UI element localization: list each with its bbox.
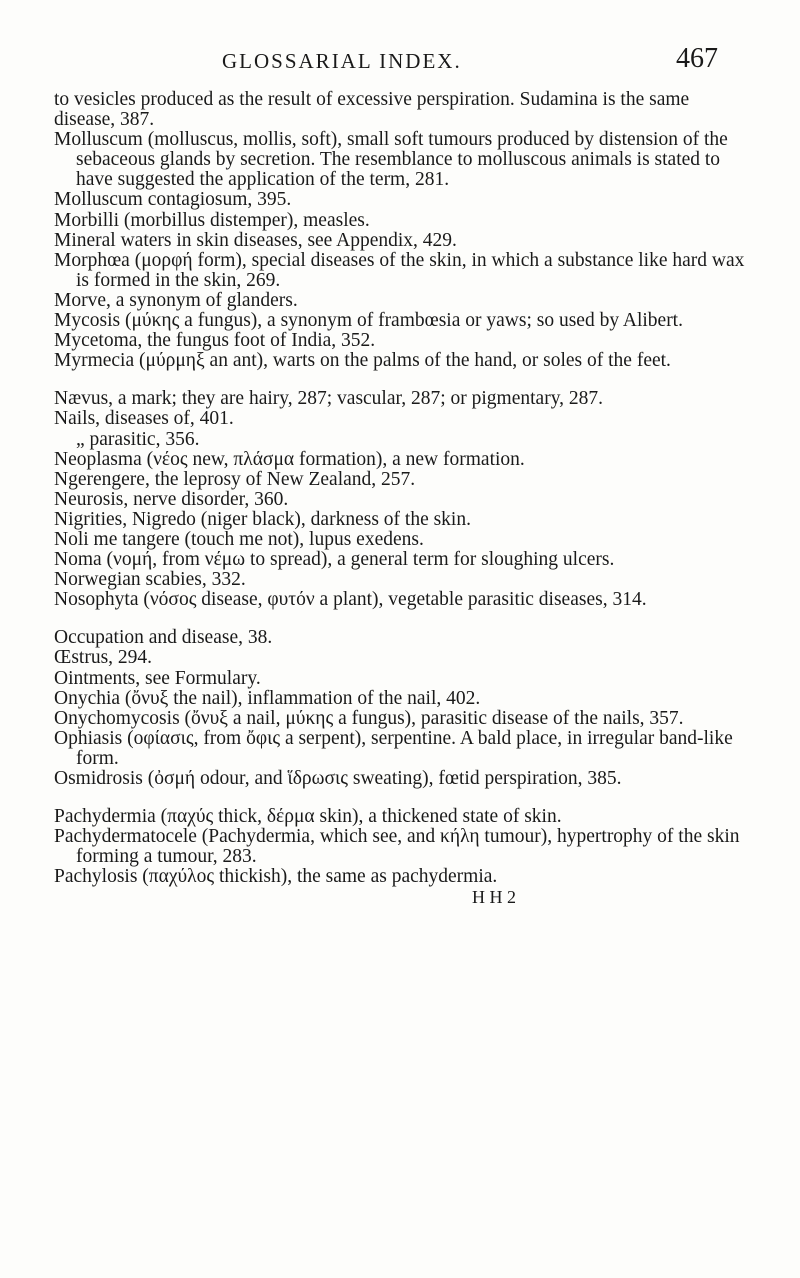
- index-entry: Mineral waters in skin diseases, see Appendix, 429.: [54, 229, 457, 251]
- index-entry: Nails, diseases of, 401.: [54, 408, 234, 430]
- index-entry: Osmidrosis (ὀσμή odour, and ἵδρωσις sweating), fœtid perspiration, 385.: [54, 768, 622, 789]
- index-entry: Ointments, see Formulary.: [54, 667, 261, 689]
- index-entry: Myrmecia (μύρμηξ an ant), warts on the palms of the hand, or soles of the feet.: [54, 350, 671, 372]
- index-entry: Ophiasis (οφίασις, from ὄφις a serpent), serpentine. A bald place, in irregular band-like form.: [54, 727, 733, 769]
- index-entry: Noli me tangere (touch me not), lupus exedens.: [54, 528, 424, 550]
- index-entry: Nosophyta (νόσος disease, φυτόν a plant), vegetable parasitic diseases, 314.: [54, 589, 647, 611]
- index-entry: Occupation and disease, 38.: [54, 627, 273, 649]
- index-entry: Morbilli (morbillus distemper), measles.: [54, 209, 370, 231]
- index-entry: „ parasitic, 356.: [76, 428, 200, 450]
- signature-mark: H H 2: [472, 887, 516, 908]
- index-entry: Onychomycosis (ὄνυξ a nail, μύκης a fungus), parasitic disease of the nails, 357.: [54, 707, 684, 729]
- index-entry: Molluscum contagiosum, 395.: [54, 189, 292, 211]
- index-entry: Norwegian scabies, 332.: [54, 569, 246, 591]
- index-entry: Mycetoma, the fungus foot of India, 352.: [54, 330, 376, 352]
- index-entry: Pachylosis (παχύλος thickish), the same as pachydermia.: [54, 866, 498, 888]
- index-entry: Pachydermatocele (Pachydermia, which see, and κήλη tumour), hypertrophy of the skin forming a tumour, 283.: [54, 826, 740, 868]
- index-entry: Morphœa (μορφή form), special diseases of the skin, in which a substance like hard wax is formed in the skin, 269.: [54, 249, 745, 291]
- index-entry: Morve, a synonym of glanders.: [54, 289, 298, 311]
- index-entry: Neurosis, nerve disorder, 360.: [54, 488, 289, 510]
- page-number: 467: [676, 43, 718, 74]
- index-entry: Noma (νομή, from νέμω to spread), a general term for sloughing ulcers.: [54, 549, 615, 571]
- index-entry: Nigrities, Nigredo (niger black), darkness of the skin.: [54, 508, 471, 530]
- running-head: [0, 40, 800, 80]
- section-gap: [54, 789, 754, 807]
- index-entry: Œstrus, 294.: [54, 647, 153, 669]
- index-entry: to vesicles produced as the result of excessive perspiration. Sudamina is the same disease, 387.: [54, 89, 690, 131]
- index-entry: Pachydermia (παχύς thick, δέρμα skin), a thickened state of skin.: [54, 806, 562, 828]
- index-entry: Nævus, a mark; they are hairy, 287; vascular, 287; or pigmentary, 287.: [54, 388, 604, 410]
- index-body: [54, 90, 754, 926]
- index-entry: Onychia (ὄνυξ the nail), inflammation of the nail, 402.: [54, 687, 481, 709]
- section-gap: [54, 610, 754, 628]
- section-gap: [54, 371, 754, 389]
- index-entry: Ngerengere, the leprosy of New Zealand, 257.: [54, 468, 416, 490]
- index-entry: Molluscum (molluscus, mollis, soft), small soft tumours produced by distension of the sebaceous glands by secretion. The resemblance to molluscous animals is stated to have suggested the application of the term, 281.: [54, 129, 728, 191]
- running-title: GLOSSARIAL INDEX.: [222, 49, 462, 73]
- index-entry: Neoplasma (νέος new, πλάσμα formation), a new formation.: [54, 448, 525, 470]
- index-entry: Mycosis (μύκης a fungus), a synonym of frambœsia or yaws; so used by Alibert.: [54, 310, 683, 332]
